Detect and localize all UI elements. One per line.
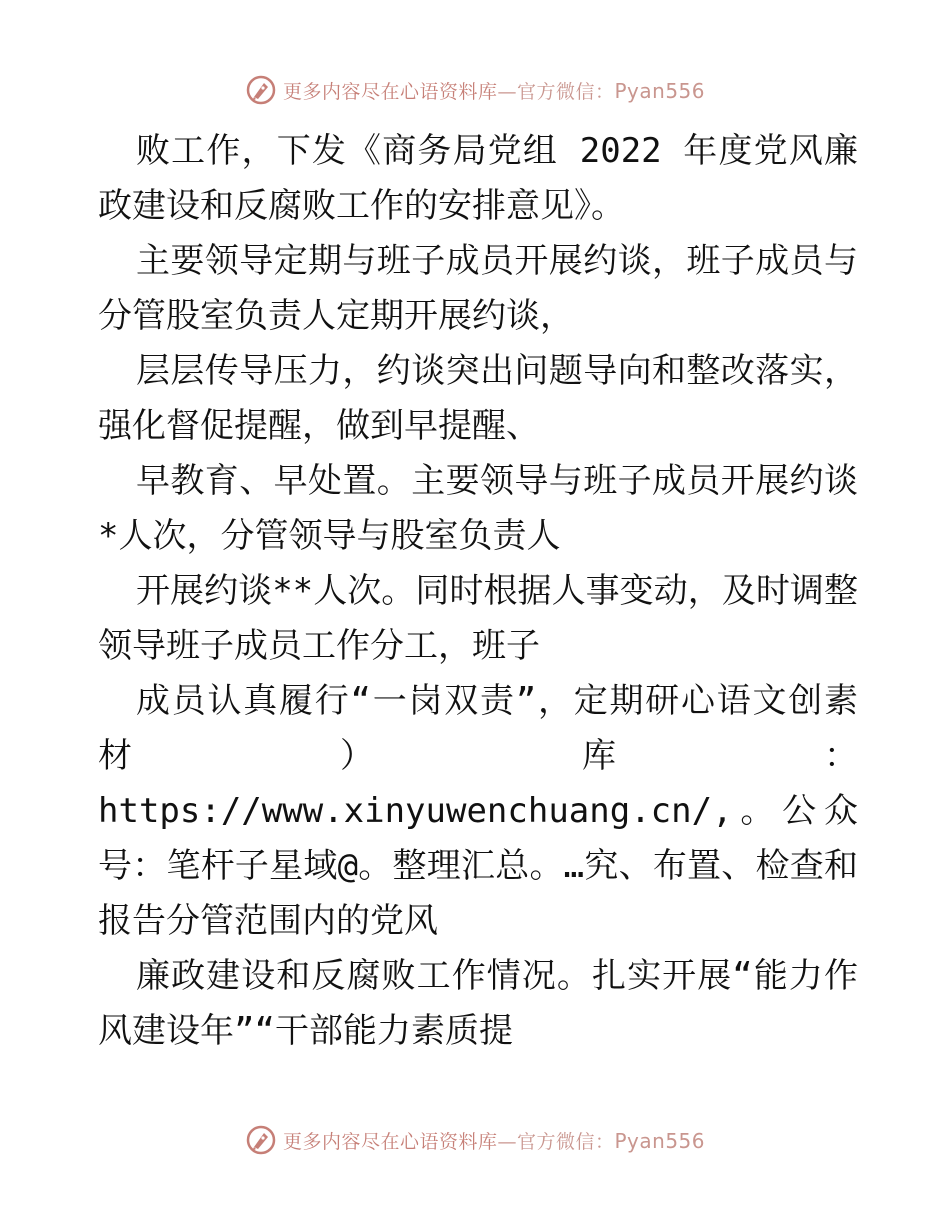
pen-nib-seal-icon [245,74,277,106]
paragraph: 开展约谈**人次。同时根据人事变动，及时调整领导班子成员工作分工，班子 [98,571,858,666]
pen-nib-seal-icon [245,1124,277,1156]
footer-watermark-separator: — [497,1130,517,1153]
paragraph: 败工作，下发《商务局党组 2022 年度党风廉政建设和反腐败工作的安排意见》。 [98,131,858,226]
footer-watermark-wechat-label: 官方微信： [516,1130,615,1153]
footer-watermark-wechat-id: Pyan556 [614,1128,706,1153]
footer-watermark-text [283,1127,705,1154]
paragraph: 早教育、早处置。主要领导与班子成员开展约谈*人次，分管领导与股室负责人 [98,461,858,556]
header-watermark-banner [0,70,950,110]
header-watermark-wechat-id: Pyan556 [614,78,706,103]
header-watermark-text [283,77,705,104]
footer-watermark-banner [0,1120,950,1160]
paragraph: 主要领导定期与班子成员开展约谈，班子成员与分管股室负责人定期开展约谈， [98,241,858,336]
header-watermark-wechat-label: 官方微信： [516,80,615,103]
paragraph: 廉政建设和反腐败工作情况。扎实开展“能力作风建设年”“干部能力素质提 [98,956,858,1051]
document-body [98,124,858,1059]
paragraph: 成员认真履行“一岗双责”，定期研心语文创素材）库：https://www.xinyuwenchuang.cn/,。公众号：笔杆子星域@。整理汇总。…究、布置、检查和报告分管范围内的党风 [98,681,858,941]
paragraph: 层层传导压力，约谈突出问题导向和整改落实，强化督促提醒，做到早提醒、 [98,351,858,446]
header-watermark-separator: — [497,80,517,103]
footer-watermark-main: 更多内容尽在心语资料库 [282,1130,498,1153]
header-watermark-main: 更多内容尽在心语资料库 [282,80,498,103]
